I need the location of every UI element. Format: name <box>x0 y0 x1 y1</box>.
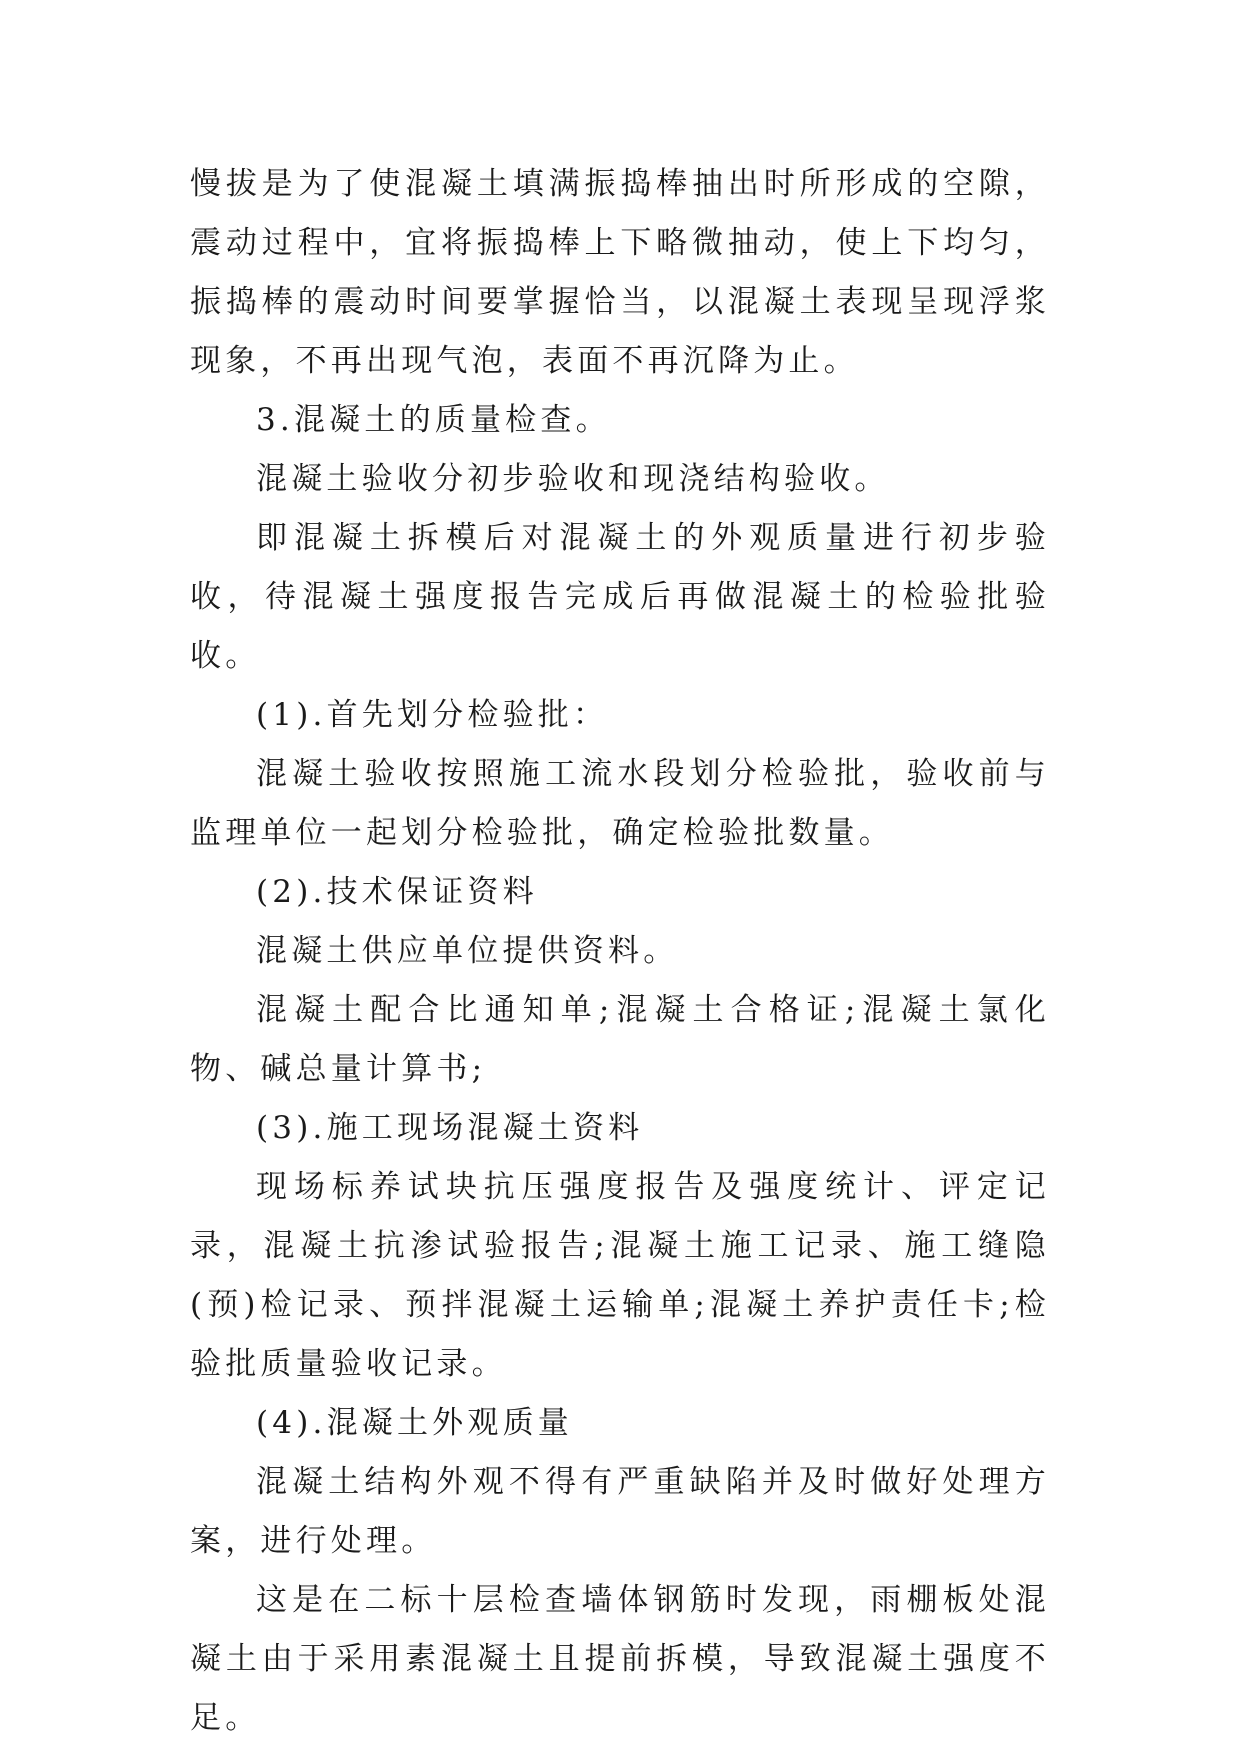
paragraph-4: 混凝土验收按照施工流水段划分检验批，验收前与监理单位一起划分检验批，确定检验批数量。 <box>190 756 1050 851</box>
paragraph-7: 现场标养试块抗压强度报告及强度统计、评定记录，混凝土抗渗试验报告;混凝土施工记录、施工缝隐(预)检记录、预拌混凝土运输单;混凝土养护责任卡;检验批质量验收记录。 <box>190 1169 1050 1382</box>
subheading-2: (2).技术保证资料 <box>256 874 538 910</box>
subheading-1: (1).首先划分检验批： <box>256 697 609 733</box>
paragraph-1: 慢拔是为了使混凝土填满振捣棒抽出时所形成的空隙，震动过程中，宜将振捣棒上下略微抽动，使上下均匀，振捣棒的震动时间要掌握恰当，以混凝土表现呈现浮浆现象，不再出现气泡，表面不再沉降为止。 <box>190 166 1050 379</box>
subheading-4: (4).混凝土外观质量 <box>256 1405 573 1441</box>
section-heading-quality-check: 3.混凝土的质量检查。 <box>256 402 611 438</box>
paragraph-9: 这是在二标十层检查墙体钢筋时发现，雨棚板处混凝土由于采用素混凝土且提前拆模，导致混凝土强度不足。 <box>190 1582 1050 1736</box>
paragraph-8: 混凝土结构外观不得有严重缺陷并及时做好处理方案，进行处理。 <box>190 1464 1050 1559</box>
paragraph-6: 混凝土配合比通知单;混凝土合格证;混凝土氯化物、碱总量计算书; <box>190 992 1050 1087</box>
paragraph-5: 混凝土供应单位提供资料。 <box>256 933 679 969</box>
subheading-3: (3).施工现场混凝土资料 <box>256 1110 644 1146</box>
paragraph-2: 混凝土验收分初步验收和现浇结构验收。 <box>256 461 890 497</box>
document-body <box>190 155 1050 1748</box>
paragraph-3: 即混凝土拆模后对混凝土的外观质量进行初步验收，待混凝土强度报告完成后再做混凝土的检验批验收。 <box>190 520 1050 674</box>
